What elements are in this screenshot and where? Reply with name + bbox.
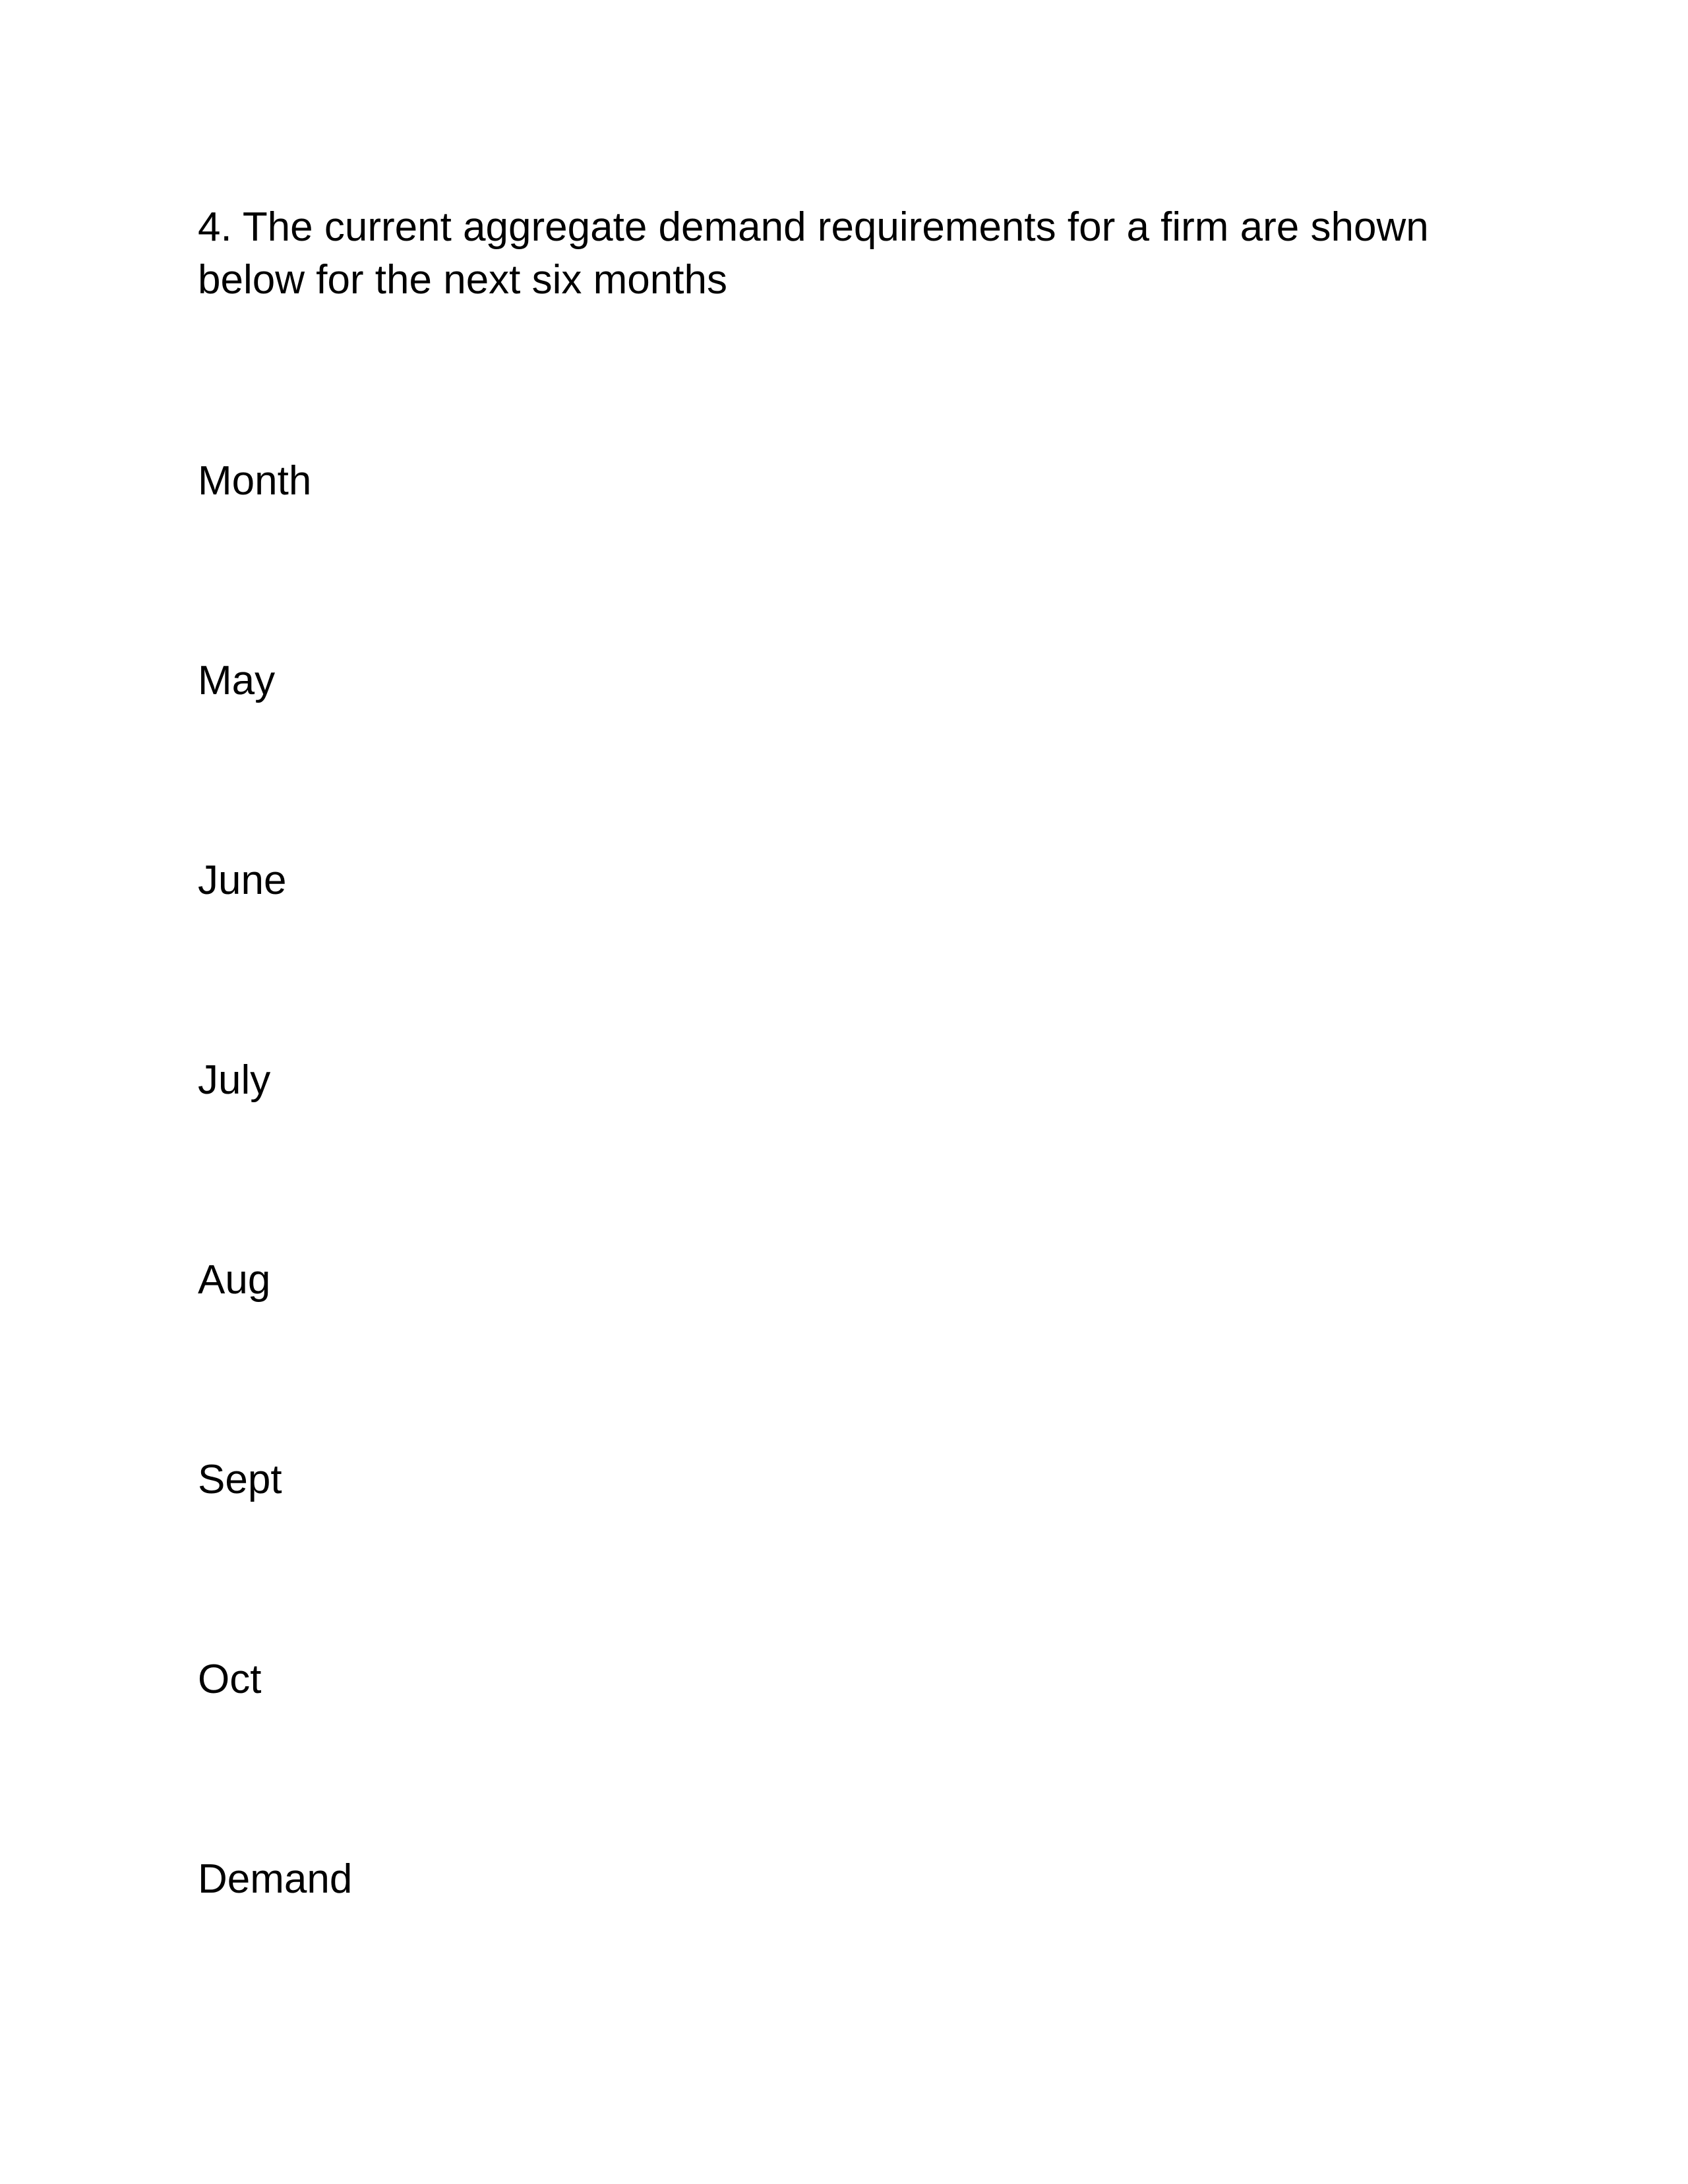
- month-june: June: [198, 858, 287, 903]
- month-header: Month: [198, 458, 312, 504]
- demand-header: Demand: [198, 1856, 353, 1902]
- month-aug: Aug: [198, 1257, 271, 1303]
- month-sept: Sept: [198, 1457, 282, 1502]
- month-oct: Oct: [198, 1657, 262, 1702]
- month-may: May: [198, 658, 276, 703]
- question-text: 4. The current aggregate demand requirements for a firm are shown below for the next six months: [198, 204, 1429, 303]
- month-july: July: [198, 1057, 271, 1103]
